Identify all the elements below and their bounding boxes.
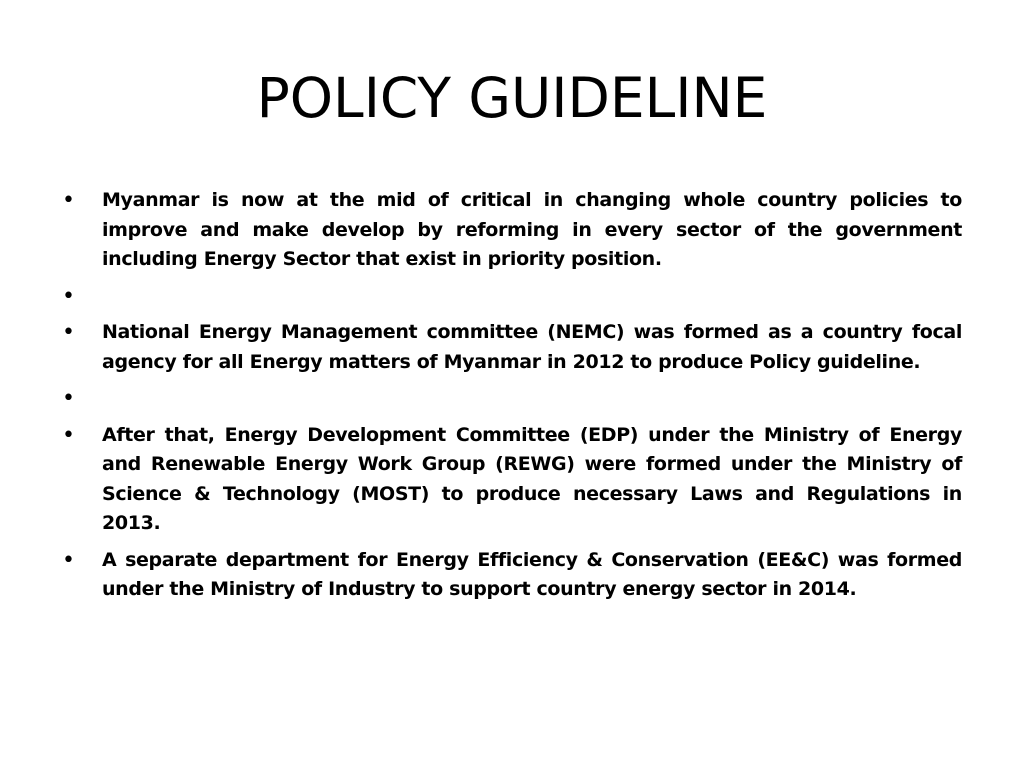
bullet-icon: • — [62, 320, 75, 345]
bullet-icon: • — [62, 386, 75, 411]
bullet-item — [60, 421, 962, 539]
bullet-text — [102, 282, 962, 312]
bullet-icon: • — [62, 283, 75, 309]
bullet-item — [60, 546, 962, 605]
bullet-icon: • — [62, 547, 75, 573]
slide-title: POLICY GUIDELINE — [256, 66, 768, 130]
bullet-text: A separate department for Energy Efficiency & Conservation (EE&C) was formed under the Ministry of Industry to support country energy sector in 2014. — [102, 548, 962, 600]
bullet-icon: • — [62, 188, 75, 213]
bullet-icon: • — [62, 422, 75, 448]
bullet-item — [60, 186, 962, 275]
bullet-text: Myanmar is now at the mid of critical in changing whole country policies to improve and make develop by reforming in every sector of the government including Energy Sector that exist in priority position. — [102, 189, 962, 270]
bullet-item-empty — [60, 282, 962, 312]
bullet-list — [60, 186, 962, 612]
bullet-item — [60, 318, 962, 377]
bullet-item-empty — [60, 384, 962, 414]
bullet-text: After that, Energy Development Committee (EDP) under the Ministry of Energy and Renewable Energy Work Group (REWG) were formed under the Ministry of Science & Technology (MOST) to produce necessary Laws and Regulations in 2013. — [102, 423, 962, 534]
bullet-text — [102, 384, 962, 414]
bullet-text: National Energy Management committee (NEMC) was formed as a country focal agency for all Energy matters of Myanmar in 2012 to produce Policy guideline. — [102, 321, 962, 373]
